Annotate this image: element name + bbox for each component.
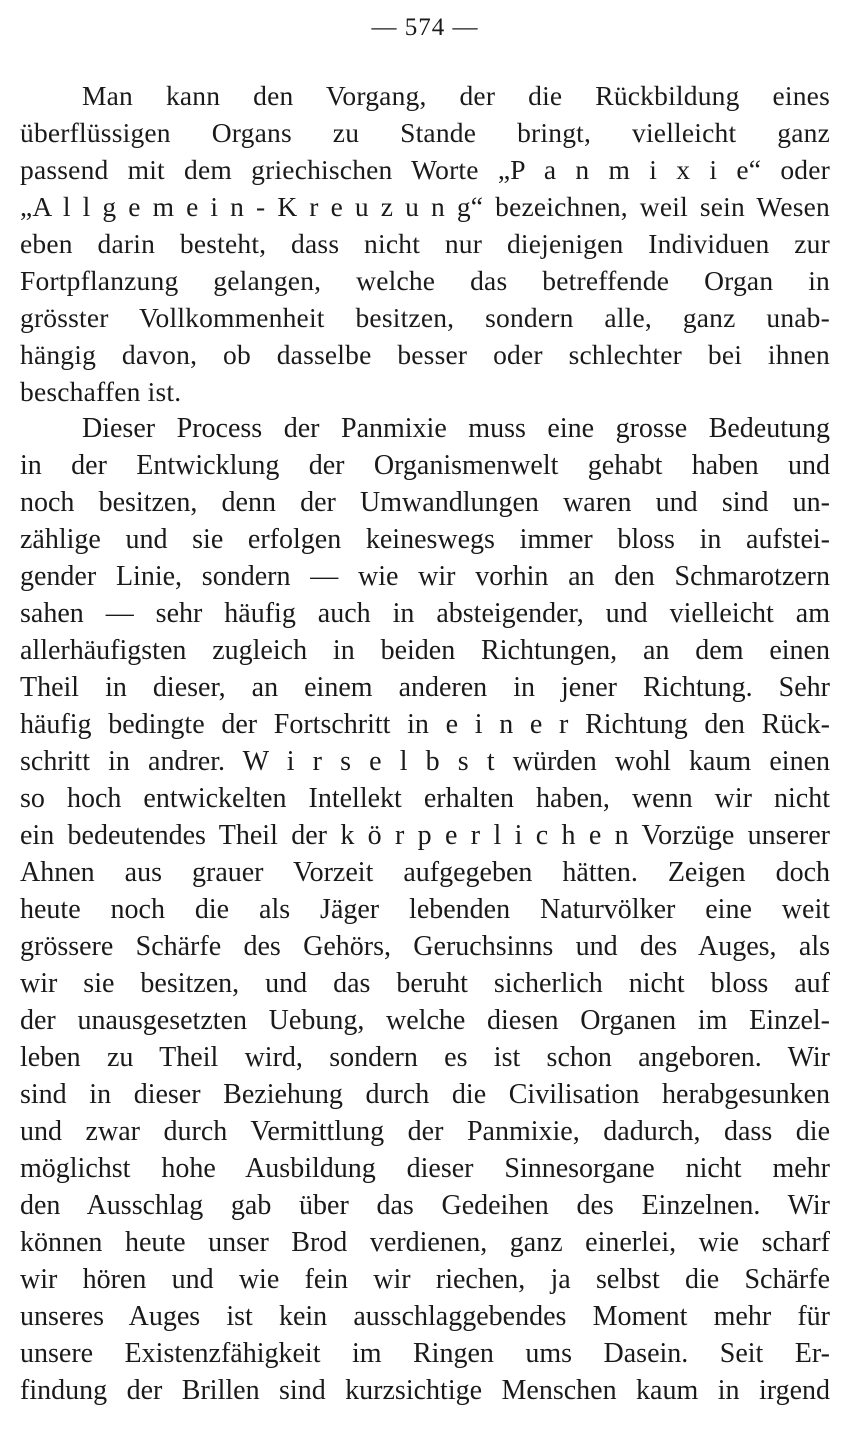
text-line: allerhäufigsten zugleich in beiden Richtungen, an dem einen — [20, 635, 830, 666]
text-line: so hoch entwickelten Intellekt erhalten haben, wenn wir nicht — [20, 783, 830, 814]
text-line: Theil in dieser, an einem anderen in jener Richtung. Sehr — [20, 672, 830, 703]
text-line: schritt in andrer. W i r s e l b s t würden wohl kaum einen — [20, 746, 830, 777]
text-line: grössere Schärfe des Gehörs, Geruchsinns und des Auges, als — [20, 931, 830, 962]
text-line: Ahnen aus grauer Vorzeit aufgegeben hätten. Zeigen doch — [20, 857, 830, 888]
text-line: wir hören und wie fein wir riechen, ja selbst die Schärfe — [20, 1264, 830, 1295]
text-line: den Ausschlag gab über das Gedeihen des Einzelnen. Wir — [20, 1190, 830, 1221]
text-line: möglichst hohe Ausbildung dieser Sinnesorgane nicht mehr — [20, 1153, 830, 1184]
text-line: gender Linie, sondern — wie wir vorhin an den Schmarotzern — [20, 561, 830, 592]
text-line: zählige und sie erfolgen keineswegs immer bloss in aufstei- — [20, 524, 830, 555]
text-line: eben darin besteht, dass nicht nur diejenigen Individuen zur — [20, 228, 830, 259]
text-line: wir sie besitzen, und das beruht sicherlich nicht bloss auf — [20, 968, 830, 999]
text-line: grösster Vollkommenheit besitzen, sondern alle, ganz unab- — [20, 302, 830, 333]
text-line: und zwar durch Vermittlung der Panmixie, dadurch, dass die — [20, 1116, 830, 1147]
text-line: passend mit dem griechischen Worte „P a n m i x i e“ oder — [20, 154, 830, 185]
paragraph-2 — [20, 410, 830, 1409]
page-number: — 574 — — [371, 14, 479, 41]
text-line: häufig bedingte der Fortschritt in e i n e r Richtung den Rück- — [20, 709, 830, 740]
text-line: noch besitzen, denn der Umwandlungen waren und sind un- — [20, 487, 830, 518]
text-line: überflüssigen Organs zu Stande bringt, vielleicht ganz — [20, 117, 830, 148]
text-line: sind in dieser Beziehung durch die Civilisation herabgesunken — [20, 1079, 830, 1110]
text-line: in der Entwicklung der Organismenwelt gehabt haben und — [20, 450, 830, 481]
text-line: Man kann den Vorgang, der die Rückbildung eines — [82, 80, 830, 111]
text-line: beschaffen ist. — [20, 376, 182, 407]
text-line: können heute unser Brod verdienen, ganz einerlei, wie scharf — [20, 1227, 830, 1258]
text-line: ein bedeutendes Theil der k ö r p e r l i c h e n Vorzüge unserer — [20, 820, 830, 851]
text-line: Fortpflanzung gelangen, welche das betreffende Organ in — [20, 265, 830, 296]
paragraph-1 — [20, 77, 830, 410]
text-line: hängig davon, ob dasselbe besser oder schlechter bei ihnen — [20, 339, 830, 370]
text-line: Dieser Process der Panmixie muss eine grosse Bedeutung — [82, 413, 830, 444]
text-line: der unausgesetzten Uebung, welche diesen Organen im Einzel- — [20, 1005, 830, 1036]
text-line: heute noch die als Jäger lebenden Naturvölker eine weit — [20, 894, 830, 925]
text-line: leben zu Theil wird, sondern es ist schon angeboren. Wir — [20, 1042, 830, 1073]
text-line: unsere Existenzfähigkeit im Ringen ums Dasein. Seit Er- — [20, 1338, 830, 1369]
text-line: unseres Auges ist kein ausschlaggebendes Moment mehr für — [20, 1301, 830, 1332]
text-line: „A l l g e m e i n - K r e u z u n g“ bezeichnen, weil sein Wesen — [20, 191, 830, 222]
text-line: sahen — sehr häufig auch in absteigender, und vielleicht am — [20, 598, 830, 629]
text-line: findung der Brillen sind kurzsichtige Menschen kaum in irgend — [20, 1375, 830, 1406]
body-text — [20, 77, 830, 1409]
